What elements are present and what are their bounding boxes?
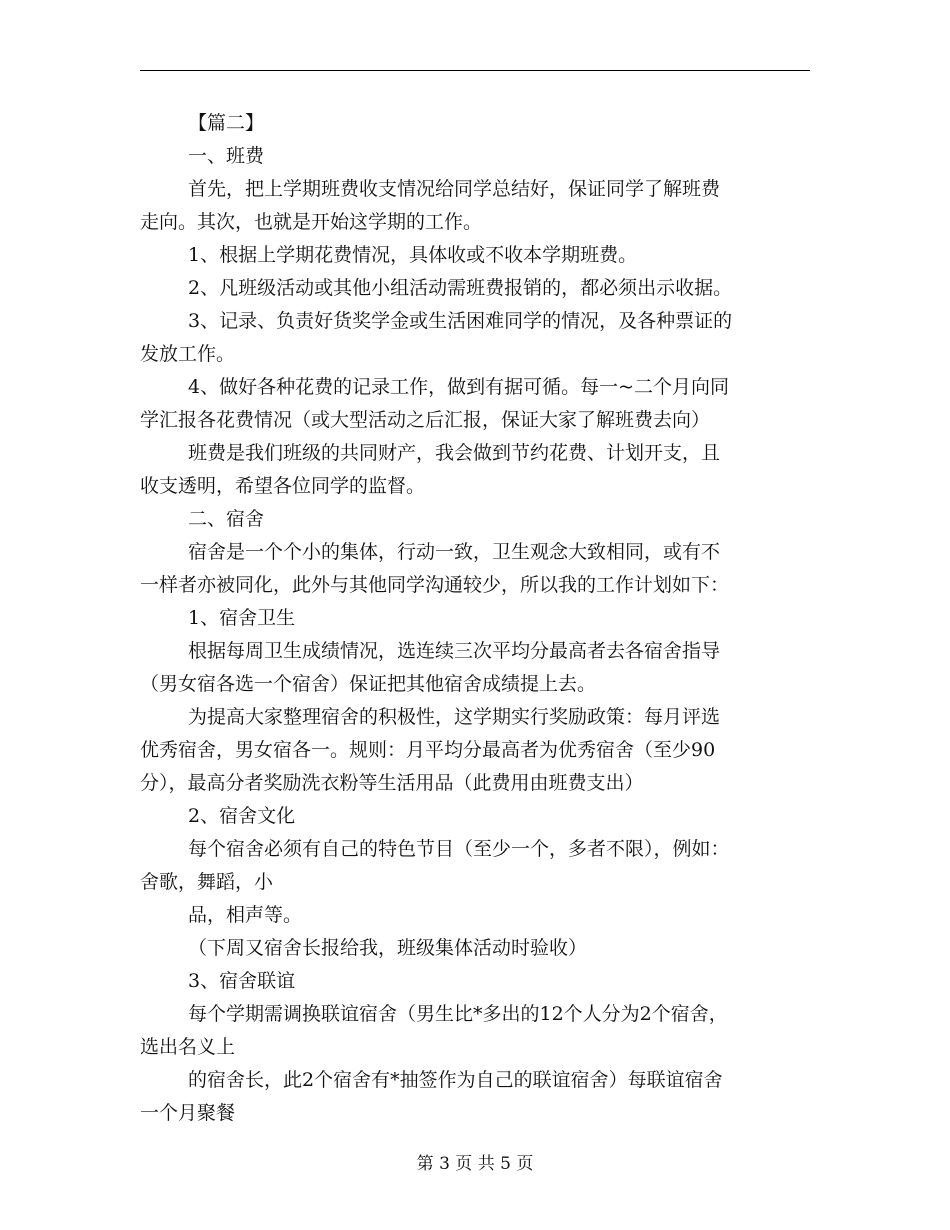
subheading-dorm-culture: 2、宿舍文化	[188, 805, 296, 827]
paragraph-line: （下周又宿舍长报给我，班级集体活动时验收）	[188, 937, 588, 959]
paragraph-line: 首先，把上学期班费收支情况给同学总结好，保证同学了解班费	[188, 178, 721, 200]
paragraph-line: 的宿舍长，此2个宿舍有*抽签作为自己的联谊宿舍）每联谊宿舍	[188, 1069, 723, 1091]
paragraph-line: （男女宿各选一个宿舍）保证把其他宿舍成绩提上去。	[140, 673, 597, 695]
list-item: 4、做好各种花费的记录工作，做到有据可循。每一~二个月向同	[188, 376, 730, 398]
paragraph-line: 分），最高分者奖励洗衣粉等生活用品（此费用由班费支出）	[140, 772, 644, 794]
paragraph-line: 品，相声等。	[188, 904, 303, 926]
subheading-dorm-fellowship: 3、宿舍联谊	[188, 970, 296, 992]
header-rule	[140, 70, 810, 71]
paragraph-line: 舍歌，舞蹈，小	[140, 871, 274, 893]
section-heading: 【篇二】	[188, 112, 265, 134]
paragraph-line: 选出名义上	[140, 1036, 236, 1058]
paragraph-line: 一个月聚餐	[140, 1102, 236, 1124]
list-item: 1、根据上学期花费情况，具体收或不收本学期班费。	[188, 244, 638, 266]
list-item: 3、记录、负责好货奖学金或生活困难同学的情况，及各种票证的	[188, 310, 733, 332]
paragraph-line: 一样者亦被同化，此外与其他同学沟通较少，所以我的工作计划如下：	[140, 574, 730, 596]
subheading-dormitory: 二、宿舍	[188, 508, 265, 530]
paragraph-line: 走向。其次，也就是开始这学期的工作。	[140, 211, 483, 233]
paragraph-line: 为提高大家整理宿舍的积极性，这学期实行奖励政策：每月评选	[188, 706, 721, 728]
paragraph-line: 优秀宿舍，男女宿各一。规则：月平均分最高者为优秀宿舍（至少90	[140, 739, 716, 761]
paragraph-line: 每个宿舍必须有自己的特色节目（至少一个，多者不限），例如：	[188, 838, 730, 860]
subheading-dorm-hygiene: 1、宿舍卫生	[188, 607, 296, 629]
paragraph-line: 收支透明，希望各位同学的监督。	[140, 475, 426, 497]
paragraph-line: 发放工作。	[140, 343, 236, 365]
document-body	[140, 107, 810, 1130]
paragraph-line: 宿舍是一个个小的集体，行动一致，卫生观念大致相同，或有不	[188, 541, 721, 563]
subheading-class-fee: 一、班费	[188, 145, 265, 167]
paragraph-line: 根据每周卫生成绩情况，选连续三次平均分最高者去各宿舍指导	[188, 640, 721, 662]
paragraph-line: 班费是我们班级的共同财产，我会做到节约花费、计划开支，且	[188, 442, 721, 464]
paragraph-line: 学汇报各花费情况（或大型活动之后汇报，保证大家了解班费去向）	[140, 409, 711, 431]
page-number: 第 3 页 共 5 页	[416, 1154, 534, 1174]
list-item: 2、凡班级活动或其他小组活动需班费报销的，都必须出示收据。	[188, 277, 733, 299]
paragraph-line: 每个学期需调换联谊宿舍（男生比*多出的12个人分为2个宿舍，	[188, 1003, 728, 1025]
